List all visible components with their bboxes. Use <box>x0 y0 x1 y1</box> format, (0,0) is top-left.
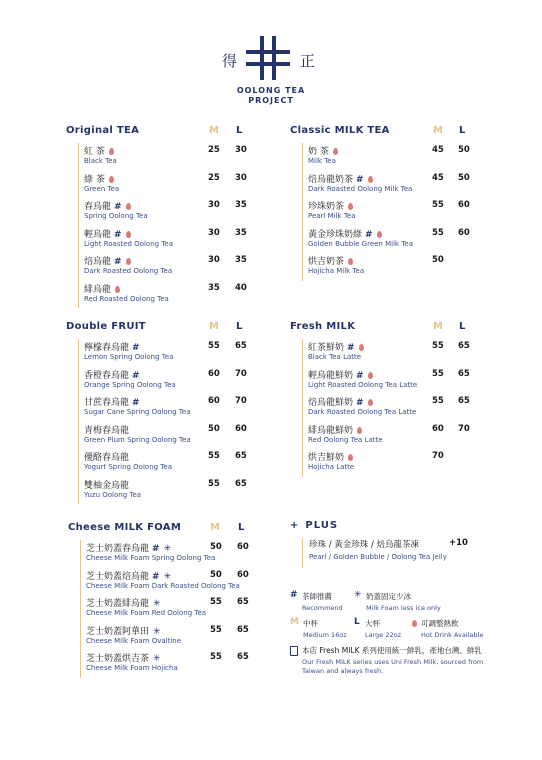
menu-item: 甘蔗春烏龍 # Sugar Cane Spring Oolong Tea 60 70 <box>84 396 247 416</box>
menu-item: 芝士奶蓋阿華田 ✳ Cheese Milk Foam Ovaltine 55 65 <box>86 624 249 645</box>
menu-item: 香橙春烏龍 # Orange Spring Oolong Tea 60 70 <box>84 368 247 389</box>
hot-drink-icon <box>126 258 131 265</box>
hot-drink-icon <box>368 176 373 183</box>
menu-item: 緋烏龍鮮奶 Red Oolong Tea Latte 60 70 <box>308 423 470 444</box>
menu-item: 黃金珍珠奶綠 # Golden Bubble Green Milk Tea 55 60 <box>308 227 470 248</box>
less-ice-icon: ✳ <box>354 590 362 600</box>
menu-item: 優酪春烏龍 Yogurt Spring Oolong Tea 55 65 <box>84 451 247 471</box>
size-m-header: M <box>433 321 443 332</box>
less-ice-icon: ✳ <box>153 599 161 609</box>
recommend-icon: # <box>152 571 160 582</box>
legend-recommend: 茶師推薦 Recommend <box>302 592 343 612</box>
menu-item: 紅 茶 Black Tea 25 30 <box>84 145 247 165</box>
less-ice-icon: ✳ <box>163 544 172 554</box>
hot-drink-icon <box>368 372 373 379</box>
hot-drink-icon <box>357 427 362 434</box>
menu-item: 雙柚金烏龍 Yuzu Oolong Tea 55 65 <box>84 478 247 499</box>
menu-item: 紅茶鮮奶 # Black Tea Latte 55 65 <box>308 341 470 361</box>
recommend-icon: # <box>356 398 364 408</box>
fresh-milk-note: 本店 Fresh MILK 系列使用統一鮮乳，產地台灣、鮮乳 Our Fresh MILK series uses Uni Fresh Milk, sourced from Taiwan and always fresh. <box>302 646 484 675</box>
less-ice-icon: ✳ <box>153 626 161 637</box>
size-l-header: L <box>236 321 243 332</box>
legend-medium: 中杯 Medium 16oz <box>303 619 347 639</box>
section-double-fruit <box>66 321 276 499</box>
section-title: Fresh MILK <box>290 321 356 332</box>
recommend-icon: # <box>114 257 122 267</box>
size-l-header: L <box>238 522 245 533</box>
plus-item <box>302 538 468 568</box>
menu-item: 焙烏龍奶茶 # Dark Roasted Oolong Milk Tea 45 50 <box>308 172 470 193</box>
hot-drink-icon <box>377 231 382 238</box>
recommend-icon: # <box>152 544 160 554</box>
recommend-icon: # <box>365 229 373 240</box>
section-title: Original TEA <box>66 125 140 136</box>
less-ice-icon: ✳ <box>163 571 172 582</box>
menu-item: 焙烏龍 # Dark Roasted Oolong Tea 30 35 <box>84 255 247 275</box>
section-title: Double FRUIT <box>66 321 146 332</box>
brand-name: OOLONG TEA PROJECT <box>236 86 306 105</box>
size-m-header: M <box>209 125 219 136</box>
menu-item: 芝士奶蓋焙烏龍 # ✳ Cheese Milk Foam Dark Roasted Oolong Tea 50 60 <box>86 569 249 590</box>
plus-en: Pearl / Golden Bubble / Oolong Tea Jelly <box>309 553 447 561</box>
hot-drink-icon <box>109 148 114 155</box>
hot-drink-icon <box>412 620 417 627</box>
hot-drink-icon <box>359 344 364 351</box>
size-l-icon: L <box>354 617 360 627</box>
plus-zh: 珍珠 / 黃金珍珠 / 焙烏龍茶凍 <box>309 540 420 550</box>
menu-item: 焙烏龍鮮奶 # Dark Roasted Oolong Tea Latte 55 65 <box>308 396 470 416</box>
size-l-header: L <box>459 125 466 136</box>
menu-item: 緋烏龍 Red Roasted Oolong Tea 35 40 <box>84 282 247 303</box>
hot-drink-icon <box>333 148 338 155</box>
menu-item: 芝士奶蓋緋烏龍 ✳ Cheese Milk Foam Red Oolong Tea 55 65 <box>86 597 249 617</box>
hot-drink-icon <box>348 258 353 265</box>
less-ice-icon: ✳ <box>153 654 161 664</box>
size-m-header: M <box>210 522 220 533</box>
milk-carton-icon <box>290 646 298 656</box>
logo-right-char: 正 <box>300 52 316 70</box>
menu-item: 春烏龍 # Spring Oolong Tea 30 35 <box>84 200 247 220</box>
hot-drink-icon <box>109 176 114 183</box>
brand-logo-mark <box>246 36 290 80</box>
menu-item: 綠 茶 Green Tea 25 30 <box>84 172 247 193</box>
plus-icon: + <box>290 520 300 531</box>
hot-drink-icon <box>126 203 131 210</box>
legend-less-ice: 奶蓋固定少冰 Milk Foam less ice only <box>366 592 441 612</box>
section-fresh-milk <box>290 321 500 471</box>
menu-item: 珍珠奶茶 Pearl Milk Tea 55 60 <box>308 200 470 220</box>
recommend-icon: # <box>114 202 122 212</box>
recommend-icon: # <box>114 229 122 240</box>
section-original-tea <box>66 125 276 303</box>
hot-drink-icon <box>115 286 120 293</box>
hot-drink-icon <box>348 203 353 210</box>
recommend-icon: # <box>356 174 364 185</box>
size-l-header: L <box>459 321 466 332</box>
recommend-icon: # <box>132 343 140 353</box>
size-m-header: M <box>209 321 219 332</box>
menu-item: 檸檬春烏龍 # Lemon Spring Oolong Tea 55 65 <box>84 341 247 361</box>
size-m-icon: M <box>290 617 299 627</box>
menu-header <box>0 0 542 120</box>
recommend-icon: # <box>290 590 298 600</box>
menu-item: 烘吉奶茶 Hojicha Milk Tea 50 <box>308 255 444 275</box>
menu-item: 輕烏龍鮮奶 # Light Roasted Oolong Tea Latte 55 65 <box>308 368 470 389</box>
legend-large: 大杯 Large 22oz <box>365 619 402 639</box>
size-m-header: M <box>433 125 443 136</box>
plus-price: +10 <box>449 538 468 548</box>
recommend-icon: # <box>356 370 364 381</box>
recommend-icon: # <box>347 343 355 353</box>
logo-left-char: 得 <box>222 52 238 70</box>
recommend-icon: # <box>132 398 140 408</box>
recommend-icon: # <box>132 370 140 381</box>
size-l-header: L <box>236 125 243 136</box>
hot-drink-icon <box>348 454 353 461</box>
section-title: Classic MILK TEA <box>290 125 390 136</box>
section-plus-title: + PLUS <box>290 520 339 531</box>
menu-item: 芝士奶蓋春烏龍 # ✳ Cheese Milk Foam Spring Oolong Tea 50 60 <box>86 542 249 562</box>
hot-drink-icon <box>368 399 373 406</box>
legend-hot-drink: 可調整熱飲 Hot Drink Available <box>421 619 484 639</box>
menu-item: 奶 茶 Milk Tea 45 50 <box>308 145 470 165</box>
section-title: Cheese MILK FOAM <box>68 522 182 533</box>
section-cheese-milk-foam <box>68 522 278 672</box>
hot-drink-icon <box>126 231 131 238</box>
section-classic-milk-tea <box>290 125 500 275</box>
menu-item: 輕烏龍 # Light Roasted Oolong Tea 30 35 <box>84 227 247 248</box>
menu-item: 芝士奶蓋烘吉茶 ✳ Cheese Milk Foam Hojicha 55 65 <box>86 652 249 672</box>
menu-item: 烘吉鮮奶 Hojicha Latte 70 <box>308 451 444 471</box>
menu-item: 青梅春烏龍 Green Plum Spring Oolong Tea 50 60 <box>84 423 247 444</box>
